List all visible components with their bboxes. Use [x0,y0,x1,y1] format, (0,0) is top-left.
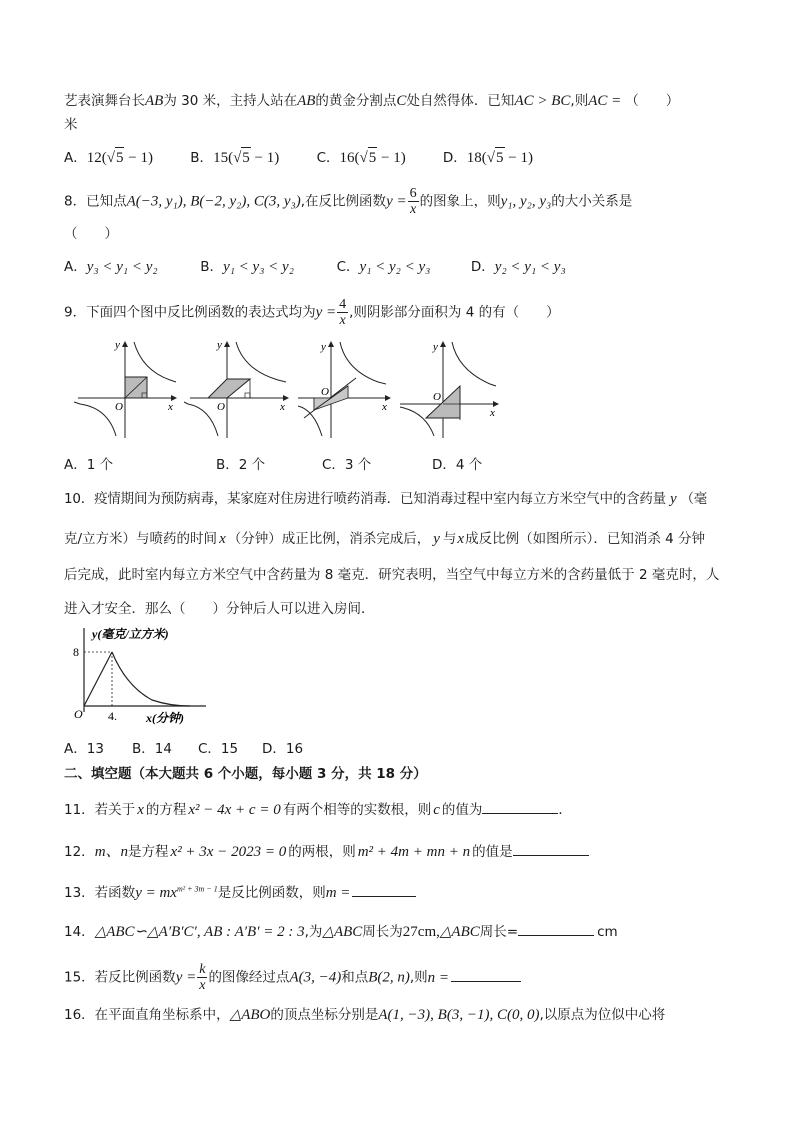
q8-vars: y₁, y₂, y₃ [500,193,552,210]
q9-origin: O [115,401,123,413]
q9-axis-x: x [168,401,173,413]
q10-xtick: 4. [108,709,117,723]
q10-line-3: 后完成，此时室内每立方米空气中含药量为 8 毫克．研究表明，当空气中每立方米的含药量低于 2 毫克时，人 [64,567,720,583]
q12-answer-blank[interactable] [513,841,589,856]
q15: 15．若反比例函数y = $\frac{k}{x}$ 的图像经过点A(3, −4)和点B(2, n),则n = [64,962,521,993]
q9-origin: O [321,386,329,398]
q9-origin: O [217,401,225,413]
q8-option-a[interactable]: A．y₃ < y₁ < y₂ [64,259,158,275]
q9-fraction: $\frac{4}{x}$ [339,297,347,328]
q9-axis-x: x [490,407,495,419]
q7-ac: AC = [588,93,622,109]
q7-text: 艺表演舞台长 [64,93,145,109]
q9-graph-1 [74,339,176,438]
q7-ab: AB [297,93,316,109]
q10-option-d[interactable]: D．16 [262,741,304,757]
q9-option-a[interactable]: A．1 个 [64,457,114,473]
q10-xlabel: x(分钟) [146,711,184,725]
q7-options [64,147,533,168]
q7-inequality: AC > BC [514,93,571,109]
q7-option-d[interactable]: D．18(√5 − 1) [443,147,533,168]
q9-graphs [70,338,500,443]
q11-answer-blank[interactable] [482,799,558,814]
section-2-title: 二、填空题（本大题共 6 个小题，每小题 3 分，共 18 分） [64,766,427,782]
q9-origin: O [433,391,441,403]
q7-text: ,则 [570,93,589,109]
q15-answer-blank[interactable] [451,967,521,982]
q8-function: y = [386,193,407,210]
q10-origin: O [74,707,83,721]
q10-option-c[interactable]: C．15 [198,741,239,757]
q12: 12．m、n是方程 x² + 3x − 2023 = 0 的两根，则 m² + 4m + mn + n 的值是 [64,841,589,862]
q10-options [64,739,303,759]
q7-point-c: C [396,93,407,109]
q9-option-d[interactable]: D．4 个 [432,457,483,473]
q9-axis-y: y [217,339,222,351]
q10-option-b[interactable]: B．14 [132,741,172,757]
q8-option-c[interactable]: C．y₁ < y₂ < y₃ [336,259,431,275]
q9-axis-y: y [115,339,120,351]
q7-text: 处自然得体．已知 [406,93,515,109]
q11: 11．若关于 x 的方程 x² − 4x + c = 0 有两个相等的实数根，则 c 的值为 ． [64,799,572,820]
q7-paren: （ ） [625,93,680,109]
q7-option-a[interactable]: A．12(√5 − 1) [64,147,186,168]
q10-graph [70,622,230,732]
q14: 14．△ABC∽△A′B′C′, AB : A′B′ = 2 : 3,为△ABC周长为27cm,△ABC周长= cm [64,921,618,942]
q8-options [64,257,566,277]
q7-text: 为 30 米，主持人站在 [163,93,298,109]
q7-option-b[interactable]: B．15(√5 − 1) [190,147,312,168]
q9-function: y = [315,304,337,321]
q15-fraction: $\frac{k}{x}$ [199,962,206,993]
q9-options [64,455,482,475]
q9-axis-x: x [382,401,387,413]
q8-paren: （ ） [64,226,118,242]
q10-line-2: 克/立方米）与喷药的时间 x （分钟）成正比例，消杀完成后， y 与x成反比例（如图所示）．已知消杀 4 分钟 [64,531,705,547]
q8-points: A(−3, y₁), B(−2, y₂), C(3, y₃) [126,193,301,210]
q9-axis-x: x [280,401,285,413]
q8-option-d[interactable]: D．y₂ < y₁ < y₃ [470,259,566,275]
q7-text: 的黄金分割点 [315,93,397,109]
q9-option-c[interactable]: C．3 个 [322,457,372,473]
q7-unit: 米 [64,117,78,133]
q9-axis-y: y [321,341,326,353]
q10-option-a[interactable]: A．13 [64,741,104,757]
q16: 16．在平面直角坐标系中，△ABO的顶点坐标分别是A(1, −3), B(3, −1), C(0, 0),以原点为位似中心将 [64,1007,666,1023]
q10-ylabel: y(毫克/立方米) [92,627,169,641]
q9-stem: 9．下面四个图中反比例函数的表达式均为y = $\frac{4}{x}$ ,则阴影部分面积为 4 的有（ ） [64,297,560,328]
q7-stem [64,91,679,111]
q9-graph-3 [298,341,390,438]
q10-ytick: 8 [73,645,79,659]
q8-fraction: $\frac{6}{x}$ [409,186,417,217]
q13-exponent: m² + 3m − 1 [176,884,218,894]
q9-graph-4 [400,341,498,438]
q9-option-b[interactable]: B．2 个 [216,457,266,473]
q14-answer-blank[interactable] [518,921,594,936]
q9-axis-y: y [433,341,438,353]
q13-answer-blank[interactable] [352,882,416,897]
q9-graph-2 [184,339,288,438]
q10-line-1: 10．疫情期间为预防病毒，某家庭对住房进行喷药消毒．已知消毒过程中室内每立方米空气中的含药量 y （毫 [64,491,708,507]
q8-option-b[interactable]: B．y₁ < y₃ < y₂ [200,259,294,275]
q8-stem: 8．已知点A(−3, y₁), B(−2, y₂), C(3, y₃),在反比例函数y = $\frac{6}{x}$ 的图象上，则y₁, y₂, y₃的大小关系是 [64,186,633,217]
q13: 13．若函数$y = mx^{m^2 + 3m - 1}$是反比例函数，则m = [64,882,416,903]
q7-option-c[interactable]: C．16(√5 − 1) [317,147,439,168]
q10-line-4: 进入才安全．那么（ ）分钟后人可以进入房间． [64,601,375,617]
q7-ab: AB [145,93,164,109]
